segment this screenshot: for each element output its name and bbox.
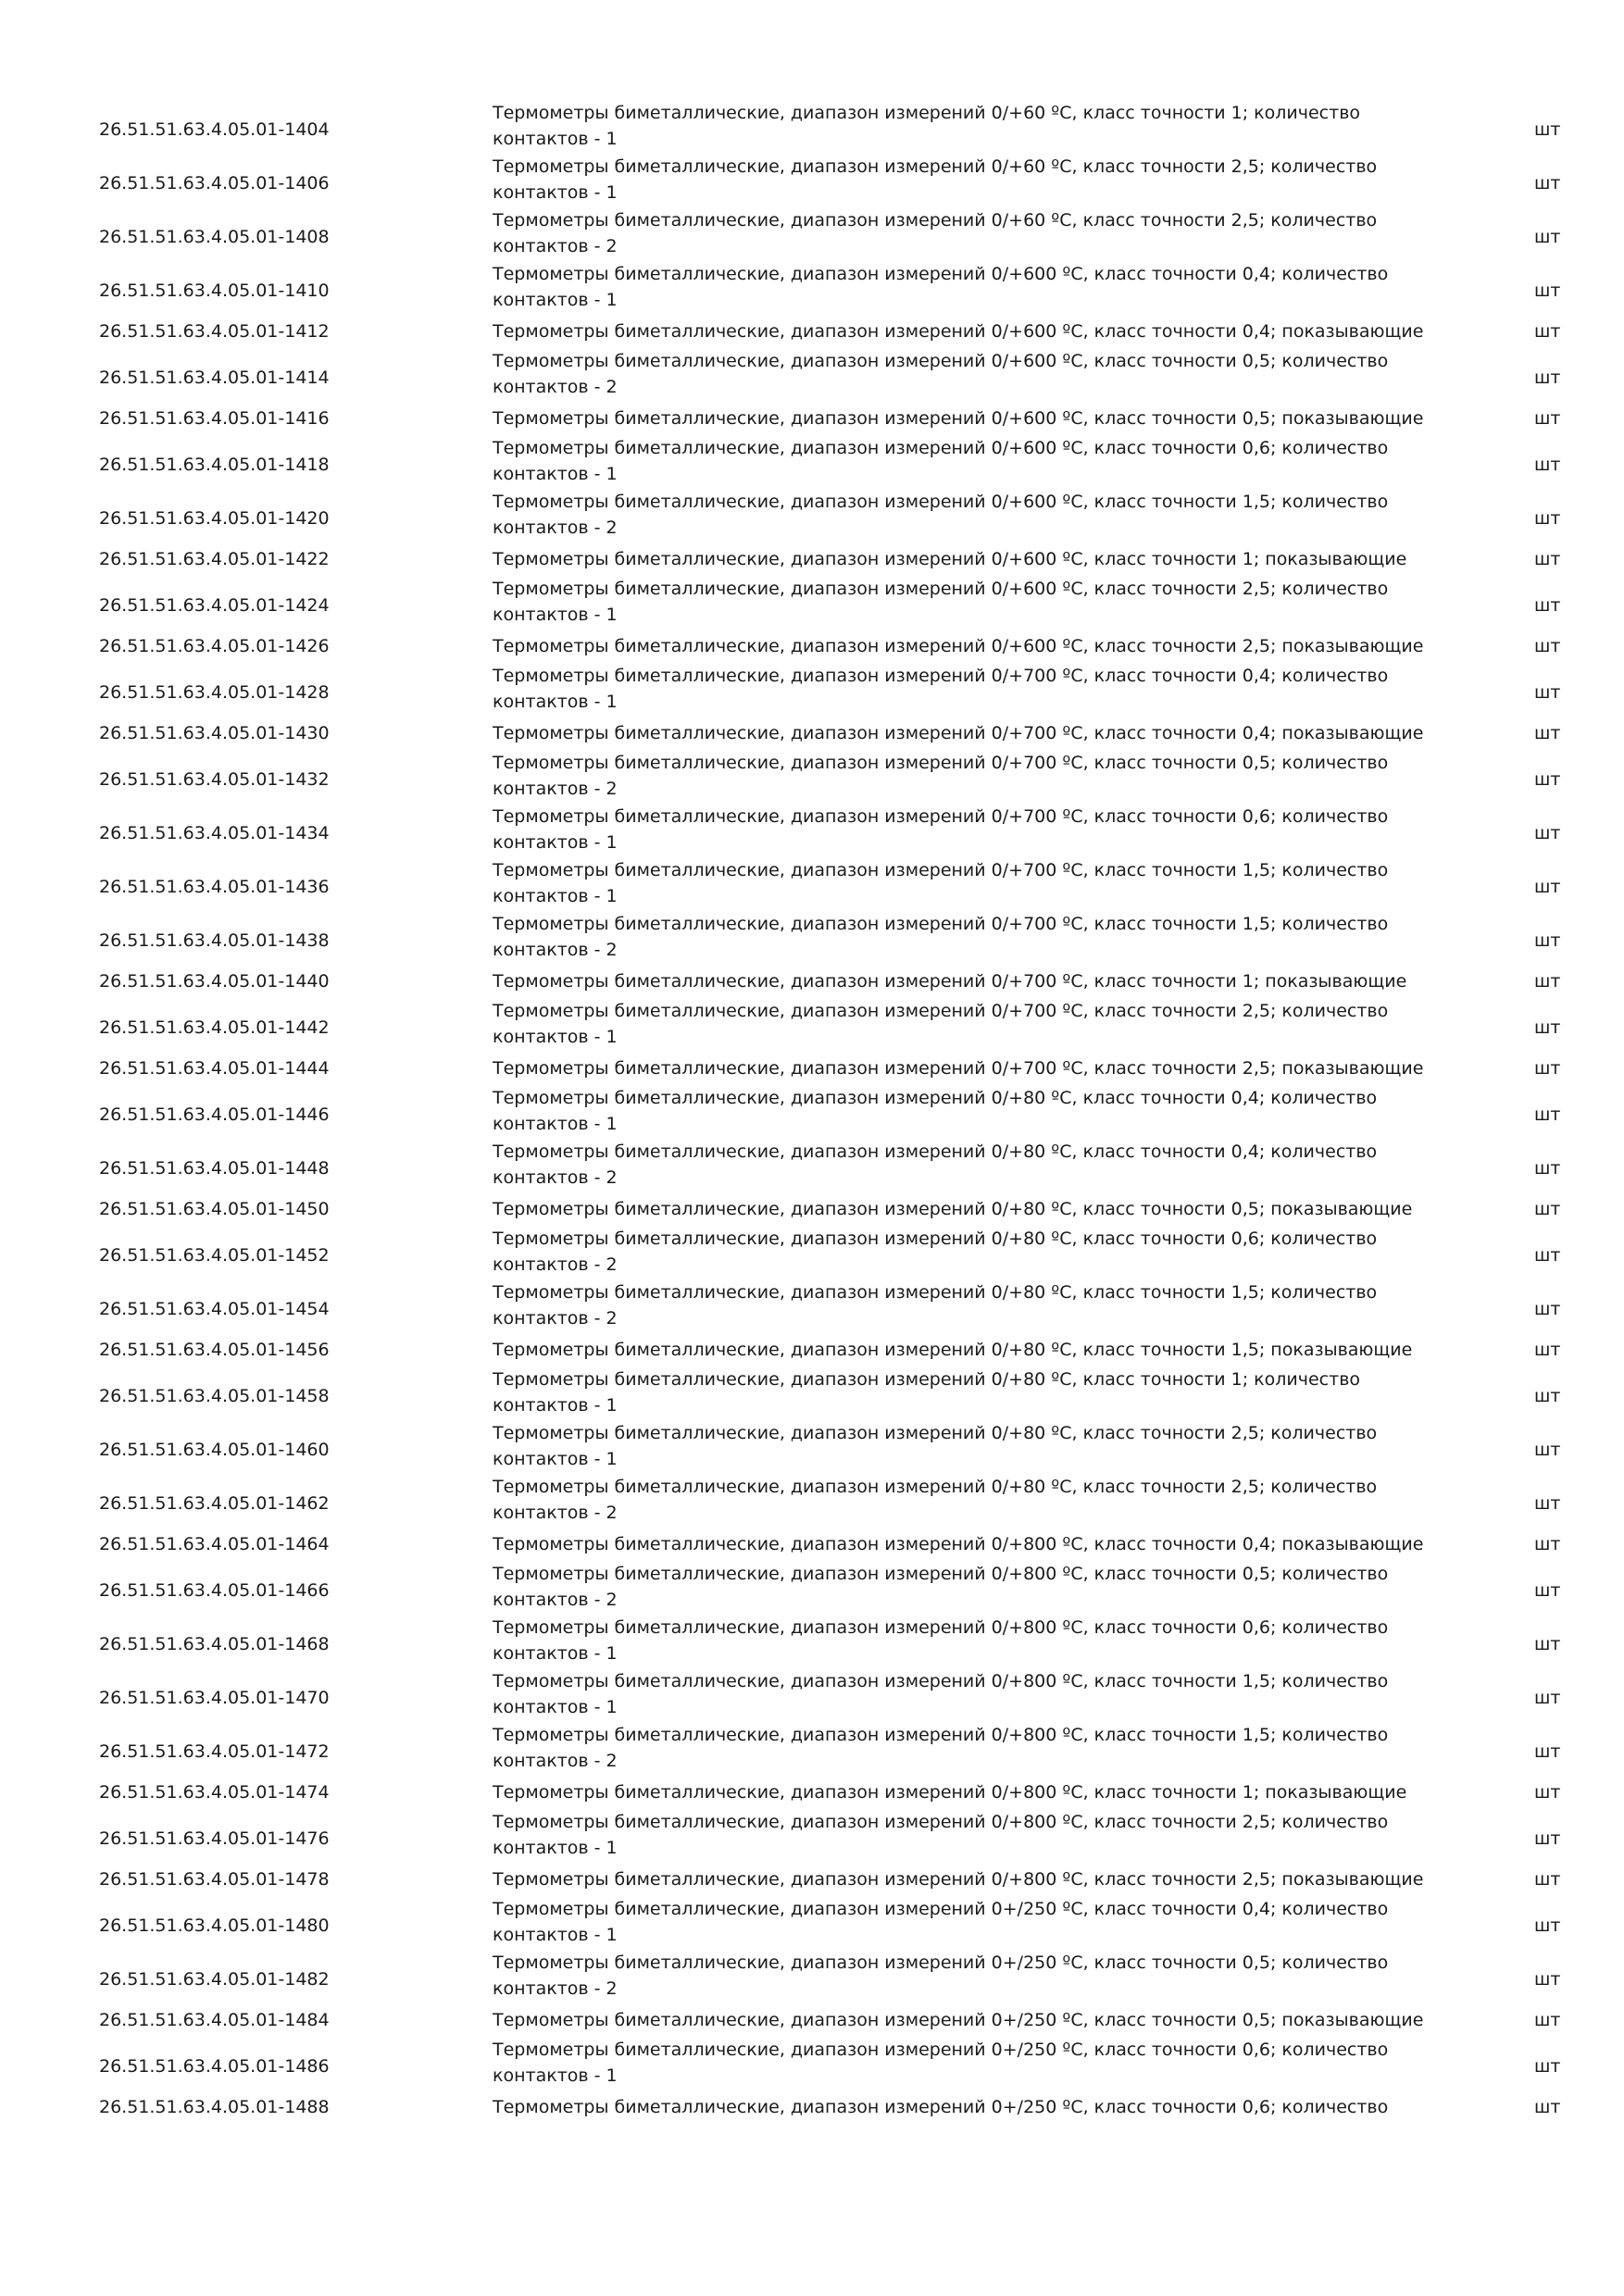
row-unit: шт [1534,281,1561,301]
row-description-line: контактов - 2 [493,518,618,538]
row-description-line: контактов - 2 [493,236,618,256]
row-description-line: контактов - 1 [493,1114,618,1134]
row-description [493,1279,1446,1331]
row-unit: шт [1534,2097,1561,2117]
row-description [493,750,1446,802]
row-description-line: Термометры биметаллические, диапазон измерений 0/+700 ºC, класс точности 0,6; количество [493,806,1389,827]
table-row [0,1226,1624,1279]
row-description-line: Термометры биметаллические, диапазон измерений 0/+80 ºC, класс точности 1,5; количество [493,1282,1378,1303]
row-description-line: контактов - 1 [493,2065,618,2086]
row-code: 26.51.51.63.4.05.01-1482 [99,1969,330,1990]
row-description-line: контактов - 1 [493,832,618,853]
row-description-line: контактов - 1 [493,129,618,149]
row-code: 26.51.51.63.4.05.01-1428 [99,682,330,703]
table-row [0,576,1624,630]
row-code: 26.51.51.63.4.05.01-1416 [99,408,330,429]
row-unit: шт [1534,1634,1561,1654]
table-row [0,543,1624,576]
row-code: 26.51.51.63.4.05.01-1452 [99,1245,330,1266]
row-code: 26.51.51.63.4.05.01-1478 [99,1869,330,1890]
row-unit: шт [1534,408,1561,429]
row-description [493,1561,1446,1613]
row-code: 26.51.51.63.4.05.01-1476 [99,1828,330,1849]
row-description [493,720,1446,746]
table-row [0,1279,1624,1333]
row-code: 26.51.51.63.4.05.01-1406 [99,173,330,193]
table-row [0,717,1624,750]
row-unit: шт [1534,227,1561,247]
table-row [0,154,1624,207]
row-description [493,1531,1446,1557]
row-code: 26.51.51.63.4.05.01-1470 [99,1688,330,1708]
row-unit: шт [1534,549,1561,569]
table-row [0,630,1624,663]
row-code: 26.51.51.63.4.05.01-1444 [99,1058,330,1079]
row-description [493,2037,1446,2089]
row-description-line: Термометры биметаллические, диапазон измерений 0/+800 ºC, класс точности 0,5; количество [493,1564,1389,1584]
row-description-line: контактов - 2 [493,1254,618,1275]
table-row [0,1561,1624,1615]
row-description-line: Термометры биметаллические, диапазон измерений 0/+700 ºC, класс точности 2,5; показывающие [493,1058,1424,1079]
row-description-line: контактов - 2 [493,1503,618,1523]
row-code: 26.51.51.63.4.05.01-1446 [99,1104,330,1125]
row-description-line: Термометры биметаллические, диапазон измерений 0/+600 ºC, класс точности 1,5; количество [493,492,1389,512]
row-unit: шт [1534,1440,1561,1460]
table-row [0,1668,1624,1722]
table-row [0,1139,1624,1192]
row-description [493,1337,1446,1363]
table-row [0,1192,1624,1226]
row-code: 26.51.51.63.4.05.01-1430 [99,723,330,743]
row-unit: шт [1534,1493,1561,1514]
row-description-line: Термометры биметаллические, диапазон измерений 0/+600 ºC, класс точности 2,5; показывающие [493,636,1424,656]
row-unit: шт [1534,1017,1561,1038]
row-unit: шт [1534,1969,1561,1990]
row-description-line: контактов - 1 [493,886,618,906]
row-description-line: Термометры биметаллические, диапазон измерений 0/+80 ºC, класс точности 2,5; количество [493,1477,1378,1497]
table-row [0,911,1624,965]
table-row [0,804,1624,857]
table-row [0,261,1624,315]
row-description [493,348,1446,400]
table-row [0,1776,1624,1809]
row-description-line: Термометры биметаллические, диапазон измерений 0/+800 ºC, класс точности 0,6; количество [493,1617,1389,1638]
table-row [0,1809,1624,1863]
row-description [493,1615,1446,1666]
row-code: 26.51.51.63.4.05.01-1408 [99,227,330,247]
row-description [493,2094,1446,2120]
row-description-line: контактов - 1 [493,1643,618,1664]
row-unit: шт [1534,1386,1561,1406]
table-row [0,750,1624,804]
row-description-line: Термометры биметаллические, диапазон измерений 0/+600 ºC, класс точности 0,5; показывающие [493,408,1424,429]
table-row [0,2003,1624,2037]
row-description [493,1085,1446,1137]
row-description-line: Термометры биметаллические, диапазон измерений 0/+80 ºC, класс точности 0,6; количество [493,1229,1378,1249]
row-description [493,1779,1446,1805]
row-description-line: Термометры биметаллические, диапазон измерений 0/+600 ºC, класс точности 0,6; количество [493,438,1389,458]
row-code: 26.51.51.63.4.05.01-1436 [99,877,330,897]
row-description-line: Термометры биметаллические, диапазон измерений 0/+800 ºC, класс точности 1; показывающие [493,1782,1407,1803]
row-description-line: контактов - 1 [493,182,618,203]
row-code: 26.51.51.63.4.05.01-1486 [99,2056,330,2077]
row-unit: шт [1534,595,1561,616]
row-description-line: контактов - 1 [493,1027,618,1047]
row-description-line: контактов - 2 [493,377,618,397]
row-code: 26.51.51.63.4.05.01-1410 [99,281,330,301]
row-description-line: Термометры биметаллические, диапазон измерений 0/+700 ºC, класс точности 1,5; количество [493,914,1389,934]
row-description-line: Термометры биметаллические, диапазон измерений 0+/250 ºC, класс точности 0,5; количество [493,1953,1389,1973]
row-description [493,1896,1446,1948]
row-description-line: контактов - 2 [493,1978,618,1999]
row-description-line: контактов - 2 [493,1751,618,1771]
row-description [493,857,1446,909]
row-unit: шт [1534,823,1561,843]
row-description-line: Термометры биметаллические, диапазон измерений 0/+80 ºC, класс точности 2,5; количество [493,1423,1378,1443]
table-row [0,348,1624,402]
table-row [0,100,1624,154]
row-code: 26.51.51.63.4.05.01-1450 [99,1199,330,1219]
row-code: 26.51.51.63.4.05.01-1462 [99,1493,330,1514]
row-unit: шт [1534,1741,1561,1762]
row-description-line: Термометры биметаллические, диапазон измерений 0/+800 ºC, класс точности 1,5; количество [493,1725,1389,1745]
row-code: 26.51.51.63.4.05.01-1422 [99,549,330,569]
row-code: 26.51.51.63.4.05.01-1458 [99,1386,330,1406]
row-code: 26.51.51.63.4.05.01-1404 [99,119,330,140]
row-unit: шт [1534,1828,1561,1849]
row-code: 26.51.51.63.4.05.01-1442 [99,1017,330,1038]
row-description [493,1722,1446,1774]
row-description [493,576,1446,628]
row-description [493,1668,1446,1720]
row-description-line: контактов - 1 [493,1925,618,1945]
row-description [493,489,1446,541]
row-unit: шт [1534,173,1561,193]
row-description-line: Термометры биметаллические, диапазон измерений 0/+60 ºC, класс точности 2,5; количество [493,156,1378,177]
row-description-line: Термометры биметаллические, диапазон измерений 0/+700 ºC, класс точности 1,5; количество [493,860,1389,880]
row-description [493,154,1446,206]
row-unit: шт [1534,508,1561,529]
row-description [493,261,1446,313]
row-unit: шт [1534,1245,1561,1266]
row-unit: шт [1534,930,1561,951]
row-description-line: Термометры биметаллические, диапазон измерений 0/+700 ºC, класс точности 2,5; количество [493,1001,1389,1021]
row-code: 26.51.51.63.4.05.01-1466 [99,1580,330,1601]
row-code: 26.51.51.63.4.05.01-1472 [99,1741,330,1762]
row-description [493,804,1446,855]
row-unit: шт [1534,769,1561,790]
row-code: 26.51.51.63.4.05.01-1420 [99,508,330,529]
row-unit: шт [1534,723,1561,743]
row-unit: шт [1534,1199,1561,1219]
row-unit: шт [1534,1340,1561,1360]
row-code: 26.51.51.63.4.05.01-1432 [99,769,330,790]
row-description-line: Термометры биметаллические, диапазон измерений 0/+60 ºC, класс точности 1; количество [493,103,1361,123]
row-description [493,100,1446,152]
row-description-line: Термометры биметаллические, диапазон измерений 0/+600 ºC, класс точности 2,5; количество [493,579,1389,599]
row-description [493,1809,1446,1861]
row-description [493,207,1446,259]
row-description [493,968,1446,994]
row-description-line: Термометры биметаллические, диапазон измерений 0/+600 ºC, класс точности 0,5; количество [493,351,1389,371]
row-unit: шт [1534,1915,1561,1936]
row-description-line: контактов - 2 [493,1590,618,1610]
table-row [0,1052,1624,1085]
row-description [493,546,1446,572]
table-row [0,489,1624,543]
table-row [0,207,1624,261]
table-row [0,1896,1624,1950]
table-row [0,315,1624,348]
row-unit: шт [1534,368,1561,388]
row-unit: шт [1534,455,1561,475]
row-unit: шт [1534,1104,1561,1125]
row-code: 26.51.51.63.4.05.01-1426 [99,636,330,656]
row-description-line: контактов - 2 [493,779,618,799]
row-description-line: контактов - 1 [493,605,618,625]
row-unit: шт [1534,1158,1561,1179]
row-code: 26.51.51.63.4.05.01-1448 [99,1158,330,1179]
row-code: 26.51.51.63.4.05.01-1474 [99,1782,330,1803]
row-description [493,663,1446,715]
row-unit: шт [1534,877,1561,897]
table-row [0,857,1624,911]
row-code: 26.51.51.63.4.05.01-1418 [99,455,330,475]
table-row [0,1950,1624,2003]
table-row [0,1333,1624,1366]
row-description-line: Термометры биметаллические, диапазон измерений 0/+600 ºC, класс точности 1; показывающие [493,549,1407,569]
table-row [0,998,1624,1052]
row-description [493,1055,1446,1081]
row-unit: шт [1534,1058,1561,1079]
row-description-line: Термометры биметаллические, диапазон измерений 0+/250 ºC, класс точности 0,4; количество [493,1899,1389,1919]
row-description [493,435,1446,487]
row-description [493,406,1446,431]
row-code: 26.51.51.63.4.05.01-1412 [99,321,330,342]
table-row [0,1366,1624,1420]
row-unit: шт [1534,2056,1561,2077]
row-description [493,1366,1446,1418]
table-row [0,663,1624,717]
table-row [0,402,1624,435]
row-description [493,1950,1446,2002]
row-code: 26.51.51.63.4.05.01-1468 [99,1634,330,1654]
row-description-line: контактов - 1 [493,1449,618,1469]
row-description [493,633,1446,659]
table-row [0,1085,1624,1139]
row-code: 26.51.51.63.4.05.01-1424 [99,595,330,616]
row-code: 26.51.51.63.4.05.01-1440 [99,971,330,992]
row-description-line: Термометры биметаллические, диапазон измерений 0/+600 ºC, класс точности 0,4; количество [493,264,1389,284]
row-description-line: контактов - 1 [493,464,618,484]
row-description-line: Термометры биметаллические, диапазон измерений 0+/250 ºC, класс точности 0,6; количество [493,2097,1389,2117]
row-unit: шт [1534,2010,1561,2030]
row-code: 26.51.51.63.4.05.01-1464 [99,1534,330,1554]
row-description [493,2007,1446,2033]
table-row [0,1615,1624,1668]
row-unit: шт [1534,1534,1561,1554]
table-row [0,1474,1624,1528]
row-description-line: контактов - 1 [493,1697,618,1717]
table-row [0,1528,1624,1561]
table-row [0,435,1624,489]
row-code: 26.51.51.63.4.05.01-1434 [99,823,330,843]
row-description-line: Термометры биметаллические, диапазон измерений 0+/250 ºC, класс точности 0,5; показывающие [493,2010,1424,2030]
row-description-line: контактов - 1 [493,692,618,712]
row-description-line: Термометры биметаллические, диапазон измерений 0/+800 ºC, класс точности 2,5; показывающие [493,1869,1424,1890]
table-row [0,2037,1624,2090]
row-description [493,998,1446,1050]
row-code: 26.51.51.63.4.05.01-1438 [99,930,330,951]
row-unit: шт [1534,1782,1561,1803]
row-description-line: Термометры биметаллические, диапазон измерений 0/+800 ºC, класс точности 1,5; количество [493,1671,1389,1691]
row-code: 26.51.51.63.4.05.01-1456 [99,1340,330,1360]
row-description-line: Термометры биметаллические, диапазон измерений 0/+700 ºC, класс точности 0,4; показывающие [493,723,1424,743]
table-row [0,1420,1624,1474]
row-unit: шт [1534,1688,1561,1708]
row-description-line: контактов - 2 [493,1167,618,1188]
row-description [493,1474,1446,1526]
row-code: 26.51.51.63.4.05.01-1460 [99,1440,330,1460]
row-unit: шт [1534,1580,1561,1601]
row-code: 26.51.51.63.4.05.01-1488 [99,2097,330,2117]
row-unit: шт [1534,321,1561,342]
table-row [0,1722,1624,1776]
row-description [493,1226,1446,1278]
row-code: 26.51.51.63.4.05.01-1454 [99,1299,330,1319]
row-unit: шт [1534,1869,1561,1890]
row-description-line: Термометры биметаллические, диапазон измерений 0/+800 ºC, класс точности 2,5; количество [493,1812,1389,1832]
row-code: 26.51.51.63.4.05.01-1414 [99,368,330,388]
row-unit: шт [1534,636,1561,656]
row-unit: шт [1534,682,1561,703]
table-row [0,1863,1624,1896]
row-description-line: Термометры биметаллические, диапазон измерений 0/+700 ºC, класс точности 1; показывающие [493,971,1407,992]
row-description-line: Термометры биметаллические, диапазон измерений 0/+600 ºC, класс точности 0,4; показывающие [493,321,1424,342]
row-description-line: контактов - 2 [493,940,618,960]
row-description-line: контактов - 1 [493,1395,618,1416]
row-code: 26.51.51.63.4.05.01-1484 [99,2010,330,2030]
row-description-line: Термометры биметаллические, диапазон измерений 0/+800 ºC, класс точности 0,4; показывающие [493,1534,1424,1554]
row-description [493,1139,1446,1191]
row-code: 26.51.51.63.4.05.01-1480 [99,1915,330,1936]
row-description-line: Термометры биметаллические, диапазон измерений 0/+80 ºC, класс точности 0,4; количество [493,1088,1378,1108]
row-unit: шт [1534,971,1561,992]
row-description-line: Термометры биметаллические, диапазон измерений 0/+80 ºC, класс точности 0,4; количество [493,1142,1378,1162]
row-description [493,1196,1446,1222]
row-description [493,1420,1446,1472]
row-description-line: Термометры биметаллические, диапазон измерений 0/+80 ºC, класс точности 1; количество [493,1369,1361,1390]
row-description [493,1866,1446,1892]
table-row [0,965,1624,998]
row-description-line: контактов - 1 [493,290,618,310]
row-description-line: контактов - 2 [493,1308,618,1329]
row-description-line: Термометры биметаллические, диапазон измерений 0/+80 ºC, класс точности 1,5; показывающие [493,1340,1413,1360]
row-description-line: Термометры биметаллические, диапазон измерений 0/+60 ºC, класс точности 2,5; количество [493,210,1378,231]
row-description-line: контактов - 1 [493,1838,618,1858]
row-description [493,911,1446,963]
row-description-line: Термометры биметаллические, диапазон измерений 0/+700 ºC, класс точности 0,5; количество [493,753,1389,773]
row-description [493,318,1446,344]
table-row [0,2090,1624,2124]
row-unit: шт [1534,119,1561,140]
row-description-line: Термометры биметаллические, диапазон измерений 0+/250 ºC, класс точности 0,6; количество [493,2040,1389,2060]
row-unit: шт [1534,1299,1561,1319]
row-description-line: Термометры биметаллические, диапазон измерений 0/+80 ºC, класс точности 0,5; показывающие [493,1199,1413,1219]
row-description-line: Термометры биметаллические, диапазон измерений 0/+700 ºC, класс точности 0,4; количество [493,666,1389,686]
